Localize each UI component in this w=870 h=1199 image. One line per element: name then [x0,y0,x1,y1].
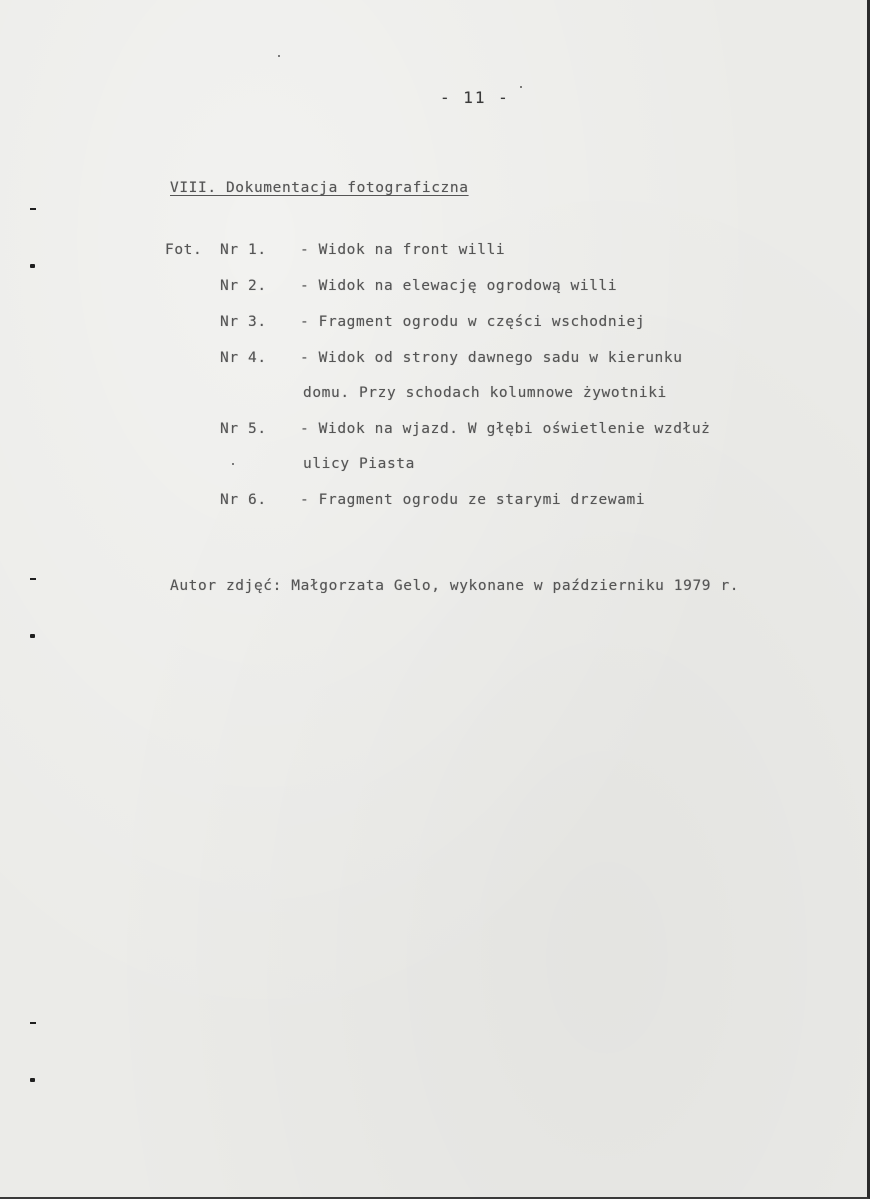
photo-entry-6 [165,492,645,508]
margin-mark [30,578,36,580]
photo-description: - Widok od strony dawnego sadu w kierunku [300,350,683,366]
margin-mark [30,1078,35,1082]
photo-number: Nr 6. [220,492,267,508]
paper-speck [232,463,234,465]
margin-mark [30,634,35,638]
photo-description: - Widok na wjazd. W głębi oświetlenie wzdłuż [300,421,711,437]
photo-entry-1 [165,242,505,258]
paper-speck [520,86,522,88]
photo-entry-5 [165,421,711,437]
photo-description: - Fragment ogrodu ze starymi drzewami [300,492,646,508]
photo-number: Nr 5. [220,421,267,437]
photo-entry-3 [165,314,645,330]
photo-description: - Widok na front willi [300,242,506,258]
margin-mark [30,264,35,268]
author-credit: Autor zdjęć: Małgorzata Gelo, wykonane w październiku 1979 r. [170,578,740,594]
photo-number: Nr 4. [220,350,267,366]
paper-speck [278,55,280,57]
photo-number: Nr 1. [220,242,267,258]
margin-mark [30,208,36,210]
page-number: - 11 - [440,88,510,107]
margin-mark [30,1022,36,1024]
section-heading: VIII. Dokumentacja fotograficzna [170,180,469,196]
photo-entry-2 [165,278,617,294]
photo-number: Nr 2. [220,278,267,294]
photo-entry-5-continuation: ulicy Piasta [303,456,415,472]
photo-description: - Widok na elewację ogrodową willi [300,278,618,294]
photo-entry-4 [165,350,683,366]
photo-description: - Fragment ogrodu w części wschodniej [300,314,646,330]
photo-prefix: Fot. [165,242,203,258]
photo-entry-4-continuation: domu. Przy schodach kolumnowe żywotniki [303,385,667,401]
photo-number: Nr 3. [220,314,267,330]
